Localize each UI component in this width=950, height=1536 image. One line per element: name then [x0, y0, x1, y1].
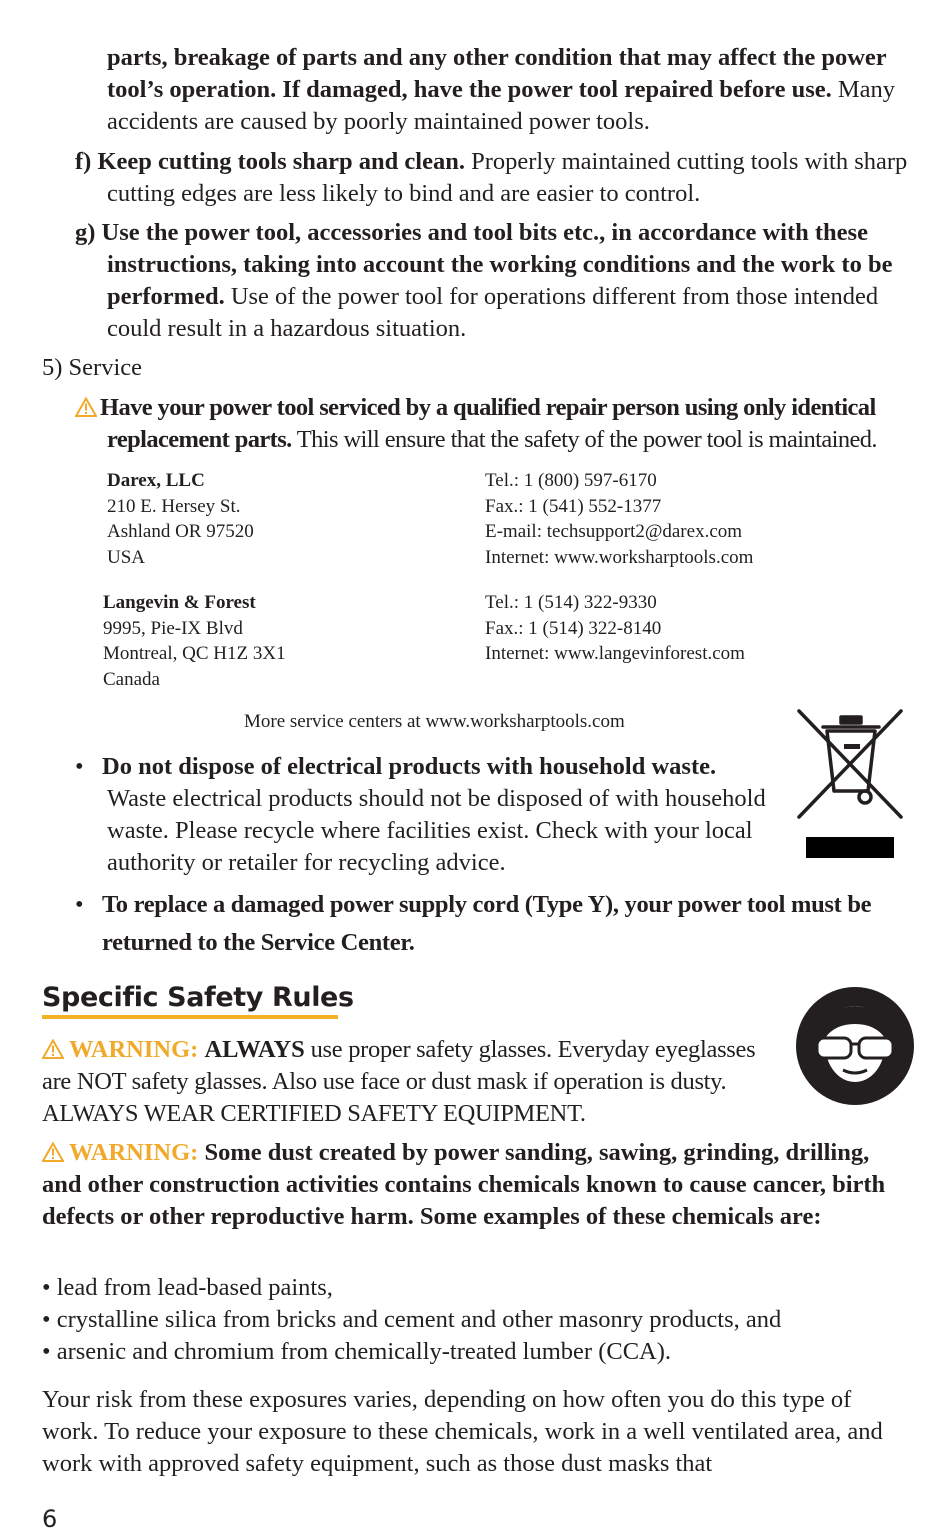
service-text: This will ensure that the safety of the power tool is maintained. — [291, 426, 877, 453]
bullet-dispose-bold: Do not dispose of electrical products with household waste. — [102, 753, 717, 780]
address-line: USA — [107, 546, 146, 568]
continuation-text: Many accidents are caused by poorly maintained power tools. — [107, 76, 896, 135]
list-item: • lead from lead-based paints, — [42, 1274, 333, 1301]
warning-triangle-icon — [42, 1039, 64, 1059]
weee-crossed-bin-icon — [795, 707, 905, 859]
service-paragraph — [75, 392, 937, 456]
warning-label: WARNING: — [69, 1139, 199, 1166]
bullet-cord — [75, 886, 905, 962]
bullet-cord-bold: To replace a damaged power supply cord (Type Y), your power tool must be returned to the Service Center. — [102, 891, 872, 956]
contact-darex-details — [485, 468, 753, 570]
contact-fax: Fax.: 1 (514) 322-8140 — [485, 617, 662, 639]
list-item: • crystalline silica from bricks and cement and other masonry products, and — [42, 1306, 782, 1333]
warning-triangle-icon — [75, 397, 97, 417]
contact-name: Darex, LLC — [107, 470, 205, 491]
warning-glasses-bold: ALWAYS — [204, 1036, 305, 1063]
contact-langevin-details — [485, 590, 745, 667]
safety-glasses-icon — [795, 986, 915, 1106]
item-f — [75, 146, 942, 210]
list-item: • arsenic and chromium from chemically-treated lumber (CCA). — [42, 1338, 672, 1365]
contact-tel: Tel.: 1 (514) 322-9330 — [485, 592, 657, 613]
address-line: Ashland OR 97520 — [107, 521, 254, 542]
warning-glasses-text: use proper safety glasses. Everyday eyeglasses are NOT safety glasses. Also use face or dust mask if operation is dusty. ALWAYS WEAR CERTIFIED SAFETY EQUIPMENT. — [42, 1036, 756, 1127]
contact-darex-address — [107, 468, 254, 570]
more-service-centers: More service centers at www.worksharptools.com — [244, 711, 625, 732]
warning-label: WARNING: — [69, 1036, 199, 1063]
warning-dust-bold: Some dust created by power sanding, sawing, grinding, drilling, and other construction activities contains chemicals known to cause cancer, birth defects or other reproductive harm. Some examples of these chemicals are: — [42, 1139, 886, 1230]
contact-fax: Fax.: 1 (541) 552-1377 — [485, 495, 662, 517]
address-line: 210 E. Hersey St. — [107, 495, 241, 517]
contact-website: Internet: www.worksharptools.com — [485, 546, 754, 568]
contact-tel: Tel.: 1 (800) 597-6170 — [485, 470, 657, 491]
continuation-bold: parts, breakage of parts and any other condition that may affect the power tool’s operation. If damaged, have the power tool repaired before use. — [107, 44, 887, 103]
contact-name: Langevin & Forest — [103, 592, 256, 613]
contact-email: E-mail: techsupport2@darex.com — [485, 521, 743, 542]
heading-underline — [42, 1015, 338, 1019]
warning-dust — [42, 1137, 902, 1233]
bullet-dispose-text: Waste electrical products should not be disposed of with household waste. Please recycle where facilities exist. Check with your local authority or retailer for recycling advice. — [107, 785, 766, 876]
service-bold: Have your power tool serviced by a qualified repair person using only identical replacement parts. — [100, 394, 876, 453]
item-f-bold: f) Keep cutting tools sharp and clean. — [75, 148, 465, 175]
item-g — [75, 217, 937, 345]
address-line: 9995, Pie-IX Blvd — [103, 617, 243, 639]
contact-langevin-address — [103, 590, 286, 692]
section-heading: Specific Safety Rules — [42, 982, 354, 1013]
address-line: Montreal, QC H1Z 3X1 — [103, 643, 286, 664]
chemical-list — [42, 1272, 922, 1368]
item-g-bold: g) Use the power tool, accessories and tool bits etc., in accordance with these instructions, taking into account the working conditions and the work to be performed. — [75, 219, 893, 310]
item-g-text: Use of the power tool for operations different from those intended could result in a hazardous situation. — [107, 283, 879, 342]
risk-paragraph: Your risk from these exposures varies, depending on how often you do this type of work. To reduce your exposure to these chemicals, work in a well ventilated area, and work with approved safety equipment, such as those dust masks that — [42, 1386, 883, 1477]
service-title: 5) Service — [42, 354, 142, 381]
bullet-dispose — [75, 751, 790, 879]
warning-triangle-icon — [42, 1142, 64, 1162]
continuation-paragraph — [107, 42, 907, 138]
address-line: Canada — [103, 668, 160, 690]
warning-glasses — [42, 1034, 787, 1130]
page-number: 6 — [42, 1505, 58, 1533]
contact-website: Internet: www.langevinforest.com — [485, 643, 745, 664]
bullet-dot: • — [75, 753, 84, 780]
bullet-dot: • — [75, 891, 84, 918]
item-f-text: Properly maintained cutting tools with sharp cutting edges are less likely to bind and are easier to control. — [107, 148, 908, 207]
